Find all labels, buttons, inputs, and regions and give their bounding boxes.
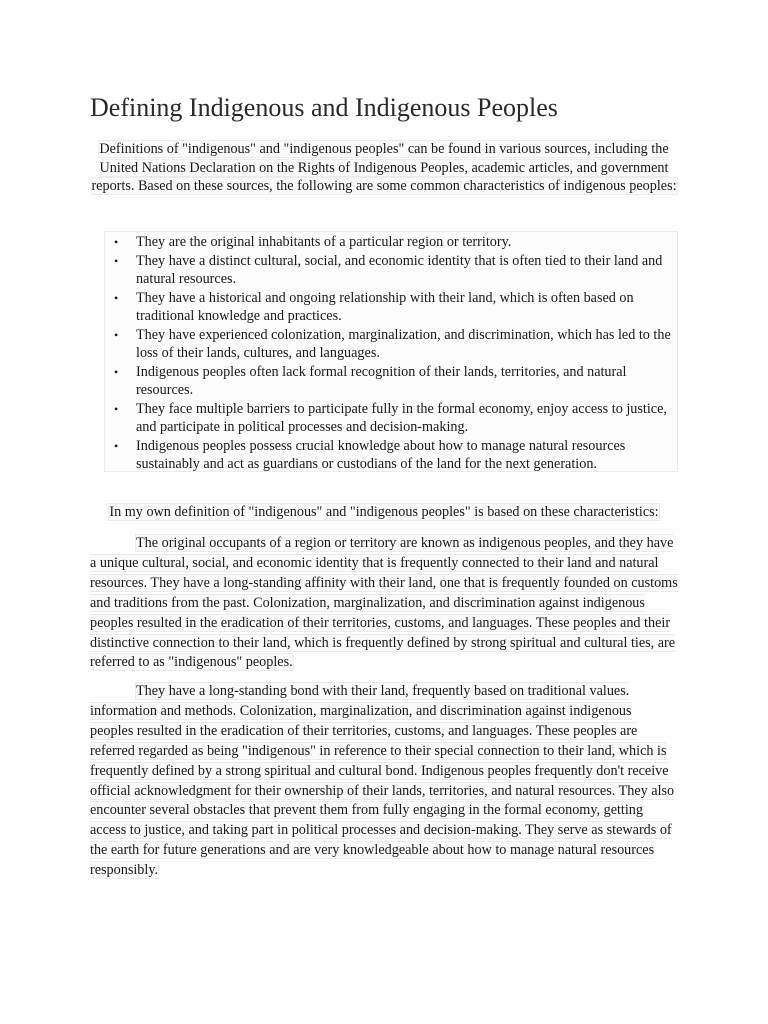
paragraph-1-text: The original occupants of a region or territory are known as indigenous peoples, and they have a unique cultural, social, and economic identity that is frequently connected to their land and natural resources. They have a long-standing affinity with their land, one that is frequently founded on customs and traditions from the past. Colonization, marginalization, and discrimination against indigenous peoples resulted in the eradication of their territories, customs, and languages. These peoples and their distinctive connection to their land, which is frequently defined by strong spiritual and cultural ties, are referred to as "indigenous" peoples.	[90, 535, 678, 671]
list-item: • They have a historical and ongoing relationship with their land, which is often based on traditional knowledge and practices.	[136, 289, 676, 326]
list-item: • Indigenous peoples possess crucial knowledge about how to manage natural resources sustainably and act as guardians or custodians of the land for the next generation.	[136, 437, 676, 474]
list-item: • They have a distinct cultural, social, and economic identity that is often tied to their land and natural resources.	[136, 252, 676, 289]
list-item: • They face multiple barriers to participate fully in the formal economy, enjoy access to justice, and participate in political processes and decision-making.	[136, 400, 676, 437]
own-definition-text: In my own definition of "indigenous" and "indigenous peoples" is based on these characteristics:	[109, 504, 659, 520]
list-item: • Indigenous peoples often lack formal recognition of their lands, territories, and natural resources.	[136, 363, 676, 400]
paragraph-2-text: They have a long-standing bond with their land, frequently based on traditional values. information and methods. Colonization, marginalization, and discrimination against indigenous peoples resulted in the eradication of their territories, customs, and languages. These peoples are referred regarded as being "indigenous" in reference to their special connection to their land, which is frequently defined by a strong spiritual and cultural bond. Indigenous peoples frequently don't receive official acknowledgment for their ownership of their lands, territories, and natural resources. They also encounter several obstacles that prevent them from fully engaging in the formal economy, getting access to justice, and taking part in political processes and decision-making. They serve as stewards of the earth for future generations and are very knowledgeable about how to manage natural resources responsibly.	[90, 683, 675, 879]
intro-paragraph	[90, 140, 678, 196]
intro-text: Definitions of "indigenous" and "indigenous peoples" can be found in various sources, including the United Nations Declaration on the Rights of Indigenous Peoples, academic articles, and government reports. Based on these sources, the following are some common characteristics of indigenous peoples:	[91, 141, 677, 195]
document-title: Defining Indigenous and Indigenous Peoples	[90, 93, 558, 122]
definition-paragraph-1	[90, 534, 678, 673]
list-item: • They are the original inhabitants of a particular region or territory.	[136, 233, 676, 252]
own-definition-intro	[90, 503, 678, 522]
definition-paragraph-2	[90, 682, 678, 881]
list-item: • They have experienced colonization, marginalization, and discrimination, which has led to the loss of their lands, cultures, and languages.	[136, 326, 676, 363]
characteristics-list	[122, 233, 676, 474]
